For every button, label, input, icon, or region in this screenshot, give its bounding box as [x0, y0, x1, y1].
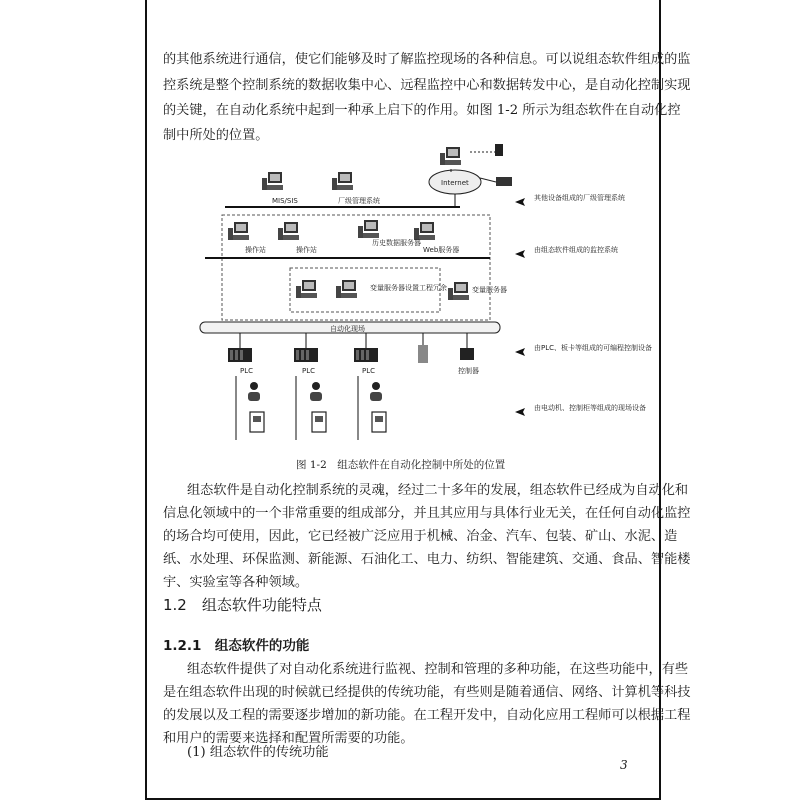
intro-line-3: 的关键，在自动化系统中起到一种承上启下的作用。如图 1-2 所示为组态软件在自动化控: [163, 103, 681, 118]
mis-label: MIS/SIS: [272, 197, 298, 205]
automation-field-label: 自动化现场: [330, 325, 365, 333]
plc-2-icon: [294, 348, 318, 362]
var-server-right-label: 变量服务器: [472, 286, 507, 294]
note-1: 其他设备组成的厂级管理系统: [534, 194, 625, 202]
laptop-icon: [496, 177, 512, 186]
para2-line-3: 的场合均可使用，因此，它已经被广泛应用于机械、冶金、汽车、包装、矿山、水泥、造: [163, 529, 678, 544]
figure-caption: 图 1-2 组态软件在自动化控制中所处的位置: [296, 459, 506, 471]
para3-line-2: 是在组态软件出现的时候就已经提供的传统功能，有些则是随着通信、网络、计算机等科技: [163, 685, 691, 700]
para3-line-4: 和用户的需要来选择和配置所需要的功能。: [163, 731, 414, 746]
factory-mgmt-label: 厂级管理系统: [338, 197, 380, 205]
subsection-heading: 1.2.1 组态软件的功能: [163, 638, 310, 654]
page-number: 3: [620, 758, 628, 772]
panel-icon: [418, 345, 428, 363]
note-2: 由组态软件组成的监控系统: [534, 246, 618, 254]
para2-line-4: 纸、水处理、环保监测、新能源、石油化工、电力、纺织、智能建筑、交通、食品、智能楼: [163, 552, 691, 567]
note-3: 由PLC、板卡等组成的可编程控制设备: [534, 344, 653, 352]
operator-station-2-label: 操作站: [296, 246, 317, 254]
controller-icon: [460, 348, 474, 360]
para2-line-5: 宇、实验室等各种领域。: [163, 575, 309, 590]
plc-1-label: PLC: [240, 367, 254, 375]
book-page: [145, 0, 661, 800]
controller-label: 控制器: [458, 367, 479, 375]
para3-line-1: 组态软件提供了对自动化系统进行监视、控制和管理的多种功能，在这些功能中，有些: [187, 662, 689, 677]
history-server-label: 历史数据服务器: [372, 239, 421, 247]
internet-cloud: [429, 170, 481, 194]
phone-icon: [495, 144, 503, 156]
intro-line-4: 制中所处的位置。: [163, 128, 269, 143]
plc-3-label: PLC: [362, 367, 376, 375]
para2-line-2: 信息化领域中的一个非常重要的组成部分，并且其应用与具体行业无关，在任何自动化监控: [163, 506, 691, 521]
para3-line-3: 的发展以及工程的需要逐步增加的新功能。在工程开发中，自动化应用工程师可以根据工程: [163, 708, 691, 723]
operator-station-1-label: 操作站: [245, 246, 266, 254]
note-4: 由电动机、控制柜等组成的现场设备: [534, 404, 646, 412]
plc-1-icon: [228, 348, 252, 362]
var-server-left-label: 变量服务器设置工程冗余: [370, 284, 447, 292]
list-item-traditional-functions: (1) 组态软件的传统功能: [187, 745, 329, 760]
plc-3-icon: [354, 348, 378, 362]
web-server-label: Web服务器: [423, 246, 460, 254]
para2-line-1: 组态软件是自动化控制系统的灵魂，经过二十多年的发展，组态软件已经成为自动化和: [187, 483, 689, 498]
intro-line-2: 控系统是整个控制系统的数据收集中心、远程监控中心和数据转发中心，是自动化控制实现: [163, 78, 691, 93]
internet-label: Internet: [441, 179, 469, 187]
plc-2-label: PLC: [302, 367, 316, 375]
section-heading: 1.2 组态软件功能特点: [163, 596, 322, 614]
intro-line-1: 的其他系统进行通信，使它们能够及时了解监控现场的各种信息。可以说组态软件组成的监: [163, 52, 691, 67]
